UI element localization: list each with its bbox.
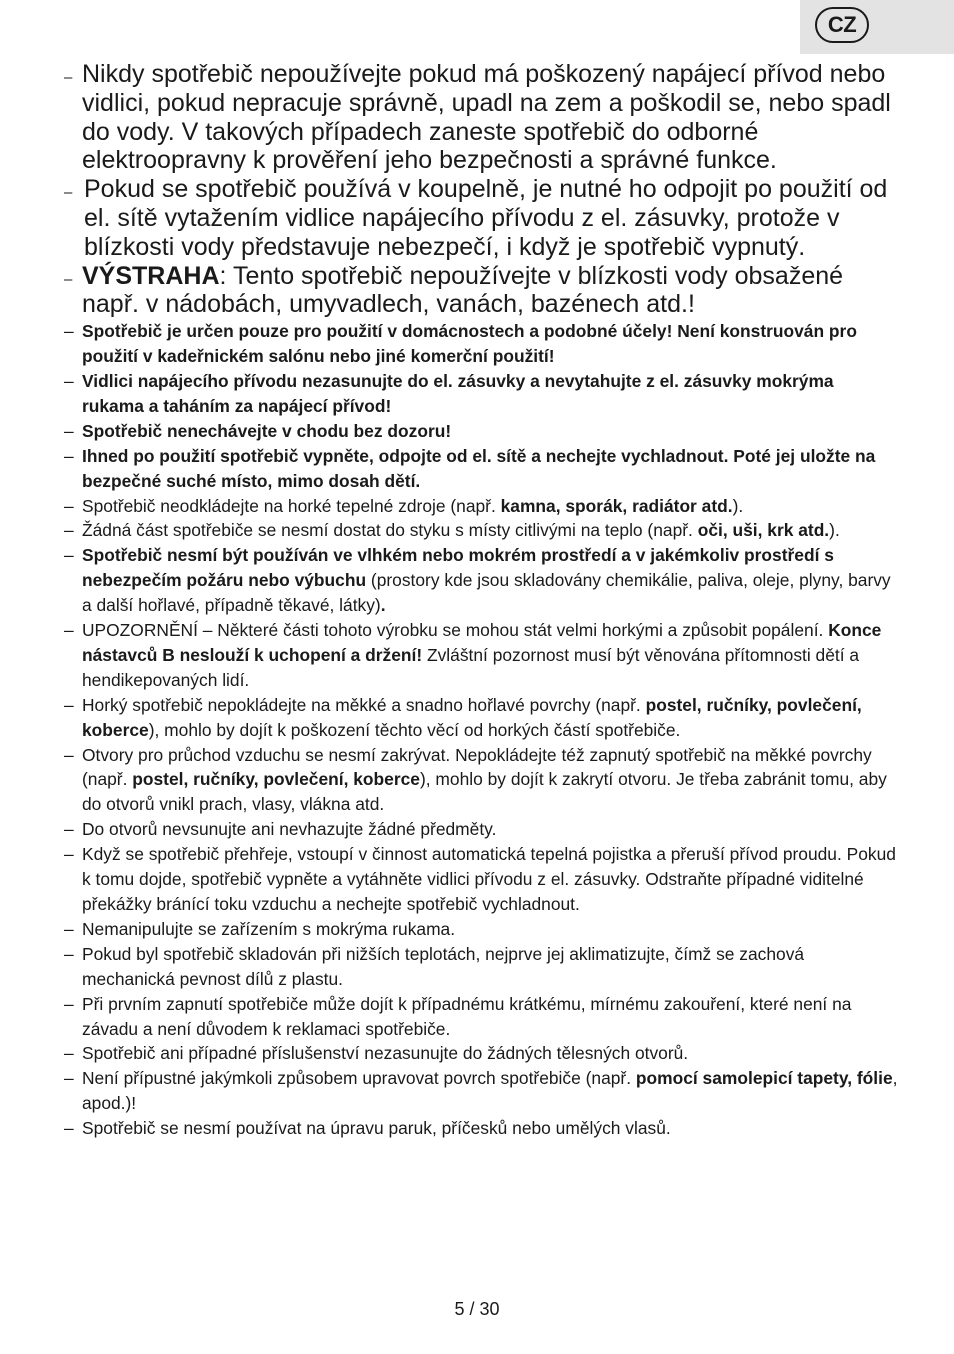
item-text [82,1043,688,1063]
list-item [64,319,900,369]
text-run: , apod.)! [82,1068,898,1114]
item-text [82,60,891,174]
bold-text-run: kamna, sporák, radiátor atd. [500,495,733,516]
item-text [82,819,496,839]
dash-bullet: – [64,744,74,765]
list-item [64,419,900,444]
dash-bullet: – [64,1068,74,1089]
language-badge: CZ [815,7,869,43]
list-item [64,842,900,917]
text-run: Do otvorů nevsunujte ani nevhazujte žádné předměty. [82,819,497,840]
text-run: Pokud se spotřebič používá v koupelně, je nutné ho odpojit po použití od el. sítě vytažením vidlice napájecího přívodu z el. zásuvky, protože v blízkosti vody představuje nebezpečí, i když je spotřebič vypnutý. [84,175,888,261]
item-text [82,371,834,416]
text-run: : Tento spotřebič nepoužívejte v blízkosti vody obsažené např. v nádobách, umyvadlech, vanách, bazénech atd.! [82,261,844,319]
item-text [82,545,891,615]
list-item [64,992,900,1042]
bold-text-run: oči, uši, krk atd. [697,520,830,541]
text-run: Spotřebič se nesmí používat na úpravu paruk, příčesků nebo umělých vlasů. [82,1118,671,1139]
item-text [82,520,840,540]
bold-text-run: Ihned po použití spotřebič vypněte, odpojte od el. sítě a nechejte vychladnout. Poté jej uložte na bezpečné suché místo, mimo dosah dětí. [82,445,876,491]
item-text [82,421,451,441]
dash-bullet: – [64,321,74,342]
dash-bullet: – [64,370,74,391]
page-number: 5 / 30 [454,1299,500,1319]
item-text [82,944,804,989]
list-item [64,1116,900,1141]
list-item [64,817,900,842]
text-run: ), mohlo by dojít k poškození těchto věcí od horkých částí spotřebiče. [148,719,681,740]
list-item [64,494,900,519]
item-text [82,620,881,690]
safety-instructions-list [64,60,900,1141]
text-run: Není přípustné jakýmkoli způsobem upravovat povrch spotřebiče (např. [82,1068,636,1089]
text-run: (prostory kde jsou skladovány chemikálie, paliva, oleje, plyny, barvy a další hořlavé, případně těkavé, látky) [82,570,891,616]
dash-bullet: – [64,620,74,641]
dash-bullet: – [64,184,73,202]
list-item [64,1066,900,1116]
text-run: Když se spotřebič přehřeje, vstoupí v činnost automatická tepelná pojistka a přeruší přívod proudu. Pokud k tomu dojde, spotřebič vypněte a vytáhněte vidlici přívodu z el. zásuvky. Odstraňte případné viditelné překážky bránící toku vzduchu a nechejte spotřebič vychladnout. [82,844,896,915]
text-run: Nemanipulujte se zařízením s mokrýma rukama. [82,918,456,939]
dash-bullet: – [64,420,74,441]
bold-text-run: postel, ručníky, povlečení, koberce [132,769,420,790]
dash-bullet: – [64,495,74,516]
dash-bullet: – [64,819,74,840]
list-item [64,942,900,992]
dash-bullet: – [64,270,73,288]
item-text [82,844,896,914]
list-item [64,369,900,419]
text-run: Při prvním zapnutí spotřebiče může dojít k případnému krátkému, mírnému zakouření, které není na závadu a není důvodem k reklamaci spotřebiče. [82,993,852,1039]
list-item [64,175,900,261]
bold-text-run: Spotřebič nesmí být používán ve vlhkém nebo mokrém prostředí a v jakémkoliv prostředí s nebezpečím požáru nebo výbuchu [82,545,834,591]
list-item [64,618,900,693]
dash-bullet: – [64,545,74,566]
item-text [82,446,875,491]
bold-text-run: pomocí samolepicí tapety, fólie [635,1068,893,1089]
text-run: Zvláštní pozornost musí být věnována přítomnosti dětí a hendikepovaných lidí. [82,644,860,690]
list-item [64,693,900,743]
item-text [82,321,857,366]
text-run: Otvory pro průchod vzduchu se nesmí zakrývat. Nepokládejte též zapnutý spotřebič na měkké povrchy (např. [82,744,872,790]
text-run: Žádná část spotřebiče se nesmí dostat do styku s místy citlivými na teplo (např. [82,520,698,541]
bold-text-run: . [380,595,386,616]
item-text [82,1068,897,1113]
bold-text-run: Vidlici napájecího přívodu nezasunujte do el. zásuvky a nevytahujte z el. zásuvky mokrýma rukama a taháním za napájecí přívod! [82,370,834,416]
bold-text-run: VÝSTRAHA [82,261,220,290]
bold-text-run: Spotřebič nenechávejte v chodu bez dozoru! [82,420,452,441]
dash-bullet: – [64,844,74,865]
bold-text-run: Konce nástavců B neslouží k uchopení a držení! [82,620,882,665]
text-run: UPOZORNĚNÍ – Některé části tohoto výrobku se mohou stát velmi horkými a způsobit popálení. [82,620,829,641]
list-item [64,1041,900,1066]
list-item [64,518,900,543]
item-text [82,695,862,740]
dash-bullet: – [64,694,74,715]
text-run: Nikdy spotřebič nepoužívejte pokud má poškozený napájecí přívod nebo vidlici, pokud nepracuje správně, upadl na zem a poškodil se, nebo spadl do vody. V takových případech zaneste spotřebič do odborné elektroopravny k prověření jeho bezpečnosti a správné funkce. [82,60,891,175]
dash-bullet: – [64,943,74,964]
list-item [64,917,900,942]
list-item [64,543,900,618]
item-text [82,1118,671,1138]
text-run: Spotřebič ani případné příslušenství nezasunujte do žádných tělesných otvorů. [82,1043,689,1064]
item-text [84,175,887,261]
item-text [82,994,851,1039]
text-run: ). [732,495,744,516]
text-run: Spotřebič neodkládejte na horké tepelné zdroje (např. [82,495,501,516]
dash-bullet: – [64,918,74,939]
text-run: Pokud byl spotřebič skladován při nižších teplotách, nejprve jej aklimatizujte, čímž se zachová mechanická pevnost dílů z plastu. [82,943,805,989]
dash-bullet: – [64,69,73,86]
list-item [64,743,900,818]
dash-bullet: – [64,993,74,1014]
bold-text-run: Spotřebič je určen pouze pro použití v domácnostech a podobné účely! Není konstruován pro použití v kadeřnickém salónu nebo jiné komerční použití! [82,321,857,367]
text-run: Horký spotřebič nepokládejte na měkké a snadno hořlavé povrchy (např. [82,694,646,715]
list-item [64,444,900,494]
item-text [82,919,455,939]
text-run: ), mohlo by dojít k zakrytí otvoru. Je třeba zabránit tomu, aby do otvorů vnikl prach, vlasy, vlákna atd. [82,769,887,815]
bold-text-run: postel, ručníky, povlečení, koberce [82,694,862,740]
item-text [82,496,743,516]
dash-bullet: – [64,1043,74,1064]
text-run: ). [829,520,840,541]
item-text [82,745,887,815]
dash-bullet: – [64,1118,74,1139]
dash-bullet: – [64,520,74,541]
list-item [64,262,900,320]
item-text [82,262,843,319]
list-item [64,60,900,175]
dash-bullet: – [64,445,74,466]
